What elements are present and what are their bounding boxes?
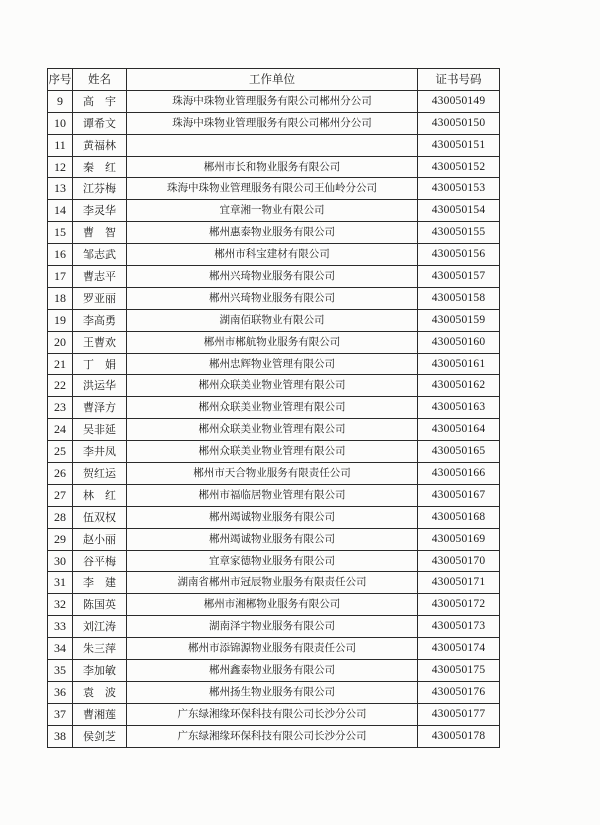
cell-serial-number: 29 <box>48 528 73 550</box>
cell-name: 王曹欢 <box>73 331 127 353</box>
cell-serial-number: 12 <box>48 156 73 178</box>
header-name: 姓名 <box>73 69 127 91</box>
cell-work-unit: 郴州市郴航物业服务有限公司 <box>127 331 418 353</box>
cell-certificate-number: 430050150 <box>418 112 500 134</box>
cell-serial-number: 19 <box>48 309 73 331</box>
table-row <box>48 638 500 660</box>
table-row <box>48 134 500 156</box>
table-row <box>48 419 500 441</box>
cell-serial-number: 11 <box>48 134 73 156</box>
cell-certificate-number: 430050163 <box>418 397 500 419</box>
cell-work-unit: 珠海中珠物业管理服务有限公司郴州分公司 <box>127 90 418 112</box>
cell-serial-number: 10 <box>48 112 73 134</box>
cell-certificate-number: 430050162 <box>418 375 500 397</box>
cell-work-unit: 珠海中珠物业管理服务有限公司王仙岭分公司 <box>127 178 418 200</box>
cell-name: 邹志武 <box>73 244 127 266</box>
cell-name: 谷平梅 <box>73 550 127 572</box>
cell-name: 侯剑芝 <box>73 725 127 747</box>
cell-work-unit: 郴州市长和物业服务有限公司 <box>127 156 418 178</box>
cell-certificate-number: 430050171 <box>418 572 500 594</box>
table-row <box>48 156 500 178</box>
cell-work-unit: 郴州市添锦源物业服务有限责任公司 <box>127 638 418 660</box>
cell-work-unit: 湖南省郴州市冠辰物业服务有限责任公司 <box>127 572 418 594</box>
table-header-row <box>48 69 500 91</box>
table-row <box>48 441 500 463</box>
table-row <box>48 703 500 725</box>
cell-name: 林 红 <box>73 484 127 506</box>
cell-work-unit: 郴州兴琦物业服务有限公司 <box>127 287 418 309</box>
cell-serial-number: 24 <box>48 419 73 441</box>
cell-name: 李井凤 <box>73 441 127 463</box>
cell-serial-number: 30 <box>48 550 73 572</box>
table-row <box>48 725 500 747</box>
table-row <box>48 375 500 397</box>
cell-work-unit: 广东绿湘缘环保科技有限公司长沙分公司 <box>127 703 418 725</box>
cell-name: 曹泽方 <box>73 397 127 419</box>
cell-serial-number: 16 <box>48 244 73 266</box>
cell-certificate-number: 430050174 <box>418 638 500 660</box>
cell-work-unit: 广东绿湘缘环保科技有限公司长沙分公司 <box>127 725 418 747</box>
cell-serial-number: 31 <box>48 572 73 594</box>
cell-serial-number: 26 <box>48 463 73 485</box>
table-row <box>48 353 500 375</box>
cell-certificate-number: 430050149 <box>418 90 500 112</box>
table-row <box>48 572 500 594</box>
table-row <box>48 681 500 703</box>
cell-serial-number: 15 <box>48 222 73 244</box>
cell-certificate-number: 430050173 <box>418 616 500 638</box>
cell-name: 李加敏 <box>73 660 127 682</box>
cell-work-unit: 宜章家德物业服务有限公司 <box>127 550 418 572</box>
cell-serial-number: 32 <box>48 594 73 616</box>
table-row <box>48 397 500 419</box>
cell-name: 丁 娟 <box>73 353 127 375</box>
cell-name: 洪运华 <box>73 375 127 397</box>
cell-work-unit: 郴州鑫泰物业服务有限公司 <box>127 660 418 682</box>
table-row <box>48 594 500 616</box>
cell-work-unit: 宜章湘一物业有限公司 <box>127 200 418 222</box>
cell-work-unit: 郴州惠泰物业服务有限公司 <box>127 222 418 244</box>
table-row <box>48 463 500 485</box>
cell-serial-number: 25 <box>48 441 73 463</box>
table-row <box>48 528 500 550</box>
table-row <box>48 660 500 682</box>
cell-name: 秦 红 <box>73 156 127 178</box>
table-row <box>48 266 500 288</box>
table-row <box>48 506 500 528</box>
table-row <box>48 244 500 266</box>
header-serial-number: 序号 <box>48 69 73 91</box>
cell-work-unit: 湖南佰联物业有限公司 <box>127 309 418 331</box>
cell-name: 伍双权 <box>73 506 127 528</box>
cell-serial-number: 13 <box>48 178 73 200</box>
cell-certificate-number: 430050151 <box>418 134 500 156</box>
cell-serial-number: 27 <box>48 484 73 506</box>
table-row <box>48 484 500 506</box>
cell-name: 曹 智 <box>73 222 127 244</box>
cell-name: 刘江涛 <box>73 616 127 638</box>
cell-work-unit: 郴州兴琦物业服务有限公司 <box>127 266 418 288</box>
cell-name: 赵小丽 <box>73 528 127 550</box>
cell-certificate-number: 430050156 <box>418 244 500 266</box>
table-row <box>48 200 500 222</box>
table-row <box>48 331 500 353</box>
cell-name: 李灵华 <box>73 200 127 222</box>
cell-work-unit: 郴州众联美业物业管理有限公司 <box>127 419 418 441</box>
cell-name: 江芬梅 <box>73 178 127 200</box>
cell-certificate-number: 430050168 <box>418 506 500 528</box>
header-certificate-number: 证书号码 <box>418 69 500 91</box>
cell-work-unit: 郴州众联美业物业管理有限公司 <box>127 375 418 397</box>
cell-work-unit: 郴州市福临居物业管理有限公司 <box>127 484 418 506</box>
cell-name: 李 建 <box>73 572 127 594</box>
cell-certificate-number: 430050167 <box>418 484 500 506</box>
cell-certificate-number: 430050166 <box>418 463 500 485</box>
cell-work-unit: 湖南泽宇物业服务有限公司 <box>127 616 418 638</box>
cell-name: 曹湘莲 <box>73 703 127 725</box>
cell-work-unit: 郴州市天合物业服务有限责任公司 <box>127 463 418 485</box>
header-work-unit: 工作单位 <box>127 69 418 91</box>
cell-certificate-number: 430050172 <box>418 594 500 616</box>
cell-serial-number: 36 <box>48 681 73 703</box>
cell-work-unit: 郴州竭诚物业服务有限公司 <box>127 528 418 550</box>
cell-name: 曹志平 <box>73 266 127 288</box>
cell-serial-number: 9 <box>48 90 73 112</box>
cell-work-unit: 郴州竭诚物业服务有限公司 <box>127 506 418 528</box>
cell-certificate-number: 430050154 <box>418 200 500 222</box>
cell-name: 贺红运 <box>73 463 127 485</box>
cell-name: 袁 波 <box>73 681 127 703</box>
cell-work-unit: 郴州众联美业物业管理有限公司 <box>127 441 418 463</box>
cell-certificate-number: 430050170 <box>418 550 500 572</box>
cell-work-unit <box>127 134 418 156</box>
cell-certificate-number: 430050159 <box>418 309 500 331</box>
cell-serial-number: 20 <box>48 331 73 353</box>
cell-serial-number: 21 <box>48 353 73 375</box>
table-row <box>48 309 500 331</box>
cell-serial-number: 18 <box>48 287 73 309</box>
table-body <box>48 90 500 747</box>
cell-serial-number: 37 <box>48 703 73 725</box>
cell-certificate-number: 430050165 <box>418 441 500 463</box>
cell-work-unit: 珠海中珠物业管理服务有限公司郴州分公司 <box>127 112 418 134</box>
cell-name: 李高勇 <box>73 309 127 331</box>
table-row <box>48 550 500 572</box>
cell-certificate-number: 430050152 <box>418 156 500 178</box>
cell-certificate-number: 430050164 <box>418 419 500 441</box>
cell-serial-number: 34 <box>48 638 73 660</box>
cell-name: 朱三萍 <box>73 638 127 660</box>
cell-name: 黄福林 <box>73 134 127 156</box>
cell-serial-number: 14 <box>48 200 73 222</box>
table-row <box>48 112 500 134</box>
table-row <box>48 287 500 309</box>
cell-certificate-number: 430050177 <box>418 703 500 725</box>
cell-name: 陈国英 <box>73 594 127 616</box>
cell-name: 吴非延 <box>73 419 127 441</box>
cell-serial-number: 22 <box>48 375 73 397</box>
cell-serial-number: 33 <box>48 616 73 638</box>
cell-work-unit: 郴州市科宝建材有限公司 <box>127 244 418 266</box>
cell-serial-number: 17 <box>48 266 73 288</box>
cell-name: 谭希文 <box>73 112 127 134</box>
table-row <box>48 178 500 200</box>
cell-work-unit: 郴州扬生物业服务有限公司 <box>127 681 418 703</box>
cell-serial-number: 28 <box>48 506 73 528</box>
cell-certificate-number: 430050153 <box>418 178 500 200</box>
cell-serial-number: 35 <box>48 660 73 682</box>
cell-serial-number: 23 <box>48 397 73 419</box>
cell-certificate-number: 430050178 <box>418 725 500 747</box>
cell-work-unit: 郴州众联美业物业管理有限公司 <box>127 397 418 419</box>
cell-certificate-number: 430050169 <box>418 528 500 550</box>
certificate-roster-table <box>47 68 500 748</box>
cell-certificate-number: 430050176 <box>418 681 500 703</box>
cell-certificate-number: 430050160 <box>418 331 500 353</box>
cell-name: 高 宇 <box>73 90 127 112</box>
cell-certificate-number: 430050155 <box>418 222 500 244</box>
cell-certificate-number: 430050161 <box>418 353 500 375</box>
cell-certificate-number: 430050158 <box>418 287 500 309</box>
cell-serial-number: 38 <box>48 725 73 747</box>
table-row <box>48 222 500 244</box>
table-row <box>48 90 500 112</box>
table-row <box>48 616 500 638</box>
cell-name: 罗亚丽 <box>73 287 127 309</box>
cell-work-unit: 郴州市湘郴物业服务有限公司 <box>127 594 418 616</box>
cell-certificate-number: 430050175 <box>418 660 500 682</box>
cell-certificate-number: 430050157 <box>418 266 500 288</box>
cell-work-unit: 郴州忠辉物业管理有限公司 <box>127 353 418 375</box>
